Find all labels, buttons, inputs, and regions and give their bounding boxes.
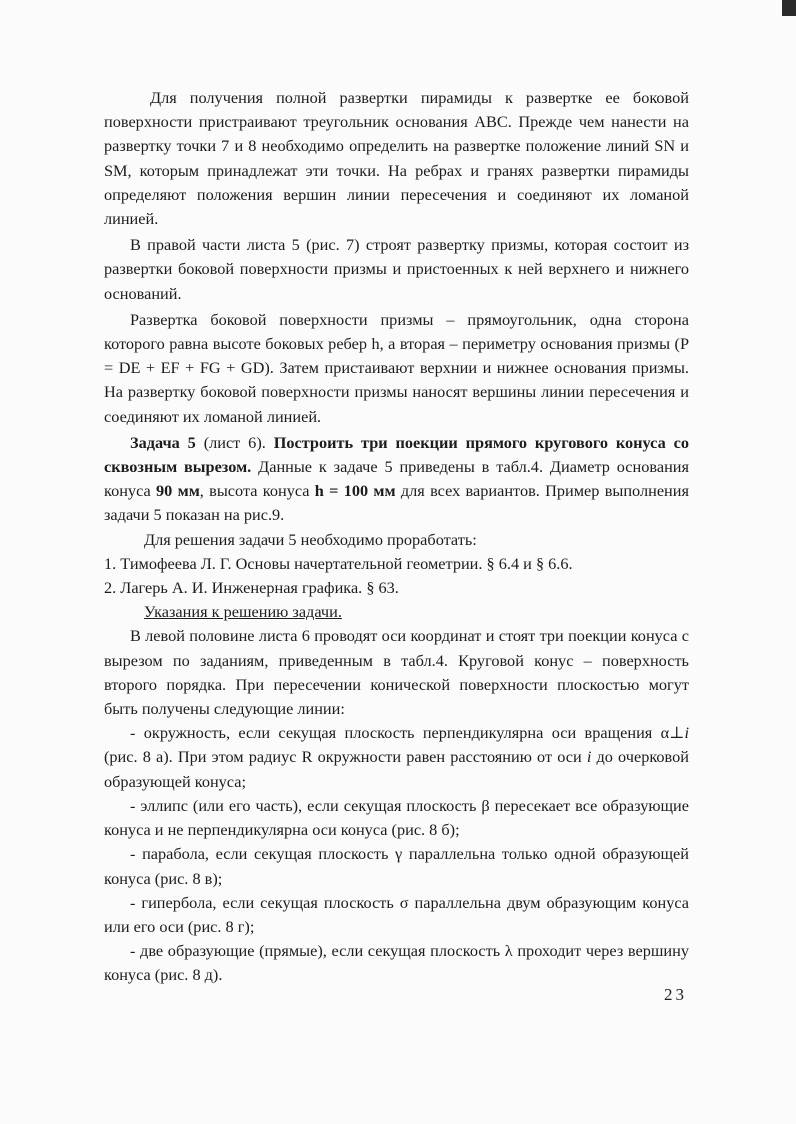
- task-height: h = 100 мм: [314, 481, 396, 501]
- task-text-3: для всех вариантов. Пример выполнения задачи 5 показан на рис.9.: [104, 481, 689, 525]
- paragraph-cone-sections: В левой половине листа 6 проводят оси координат и стоят три поекции конуса с вырезом по заданиям, приведенным в табл.4. Круговой конус – поверхность второго порядка. При пересечении конической поверхности плоскостью могут быть получены следующие линии:: [104, 626, 689, 719]
- task-text-1: Данные к задаче 5 приведены в табл.4. Диаметр основания конуса: [104, 457, 690, 501]
- list-item-circle: - окружность, если секущая плоскость перпендикулярна оси вращения α⊥i (рис. 8 а). При этом радиус R окружности равен расстоянию от оси i до очерковой образующей конуса;: [104, 723, 689, 791]
- paragraph-prism-lateral-surface: Развертка боковой поверхности призмы – прямоугольник, одна сторона которого равна высоте боковых ребер h, а вторая – периметру основания призмы (P = DE + EF + FG + GD). Затем пристаивают верхнии и нижнее основания призмы. На развертку боковой поверхности призмы наносят вершины линии пересечения и соединяют их ломаной линией.: [104, 309, 689, 426]
- scan-edge-mark: [782, 0, 796, 16]
- list-item-hyperbola: - гипербола, если секущая плоскость σ параллельна двум образующим конуса или его оси (рис. 8 г);: [104, 892, 689, 936]
- task-sheet: (лист 6).: [195, 432, 274, 452]
- task-text-2: , высота конуса: [199, 481, 315, 501]
- study-intro: Для решения задачи 5 необходимо проработать:: [144, 529, 477, 549]
- list-item-two-generatrices: - две образующие (прямые), если секущая плоскость λ проходит через вершину конуса (рис. 8 д).: [104, 941, 689, 985]
- paragraph-task-5: [104, 431, 689, 528]
- task-diameter: 90 мм: [156, 481, 200, 501]
- guide-heading: [104, 600, 689, 624]
- task-label: Задача 5: [130, 432, 196, 452]
- paragraph-prism-development: В правой части листа 5 (рис. 7) строят развертку призмы, которая состоит из развертки боковой поверхности призмы и пристоенных к ней верхнего и нижнего оснований.: [104, 235, 689, 303]
- list-item-parabola: - парабола, если секущая плоскость γ параллельна только одной образующей конуса (рис. 8 в);: [104, 844, 689, 888]
- page-text: [104, 86, 689, 988]
- guide-heading-text: Указания к решению задачи.: [144, 602, 342, 622]
- task-heading: Построить три поекции прямого кругового конуса со сквозным вырезом.: [104, 432, 689, 477]
- list-item-ellipse: - эллипс (или его часть), если секущая плоскость β пересекает все образующие конуса и не перпендикулярна оси конуса (рис. 8 б);: [104, 795, 689, 840]
- reference-2: 2. Лагерь А. И. Инженерная графика. § 63.: [104, 578, 399, 598]
- reference-1: 1. Тимофеева Л. Г. Основы начертательной геометрии. § 6.4 и § 6.6.: [104, 553, 573, 573]
- page-number: 23: [664, 985, 687, 1004]
- paragraph-pyramid-development: Для получения полной развертки пирамиды к развертке ее боковой поверхности пристраивают треугольник основания АВС. Прежде чем нанести на развертку точки 7 и 8 необходимо определить на развертке положение линий SN и SM, которым принадлежат эти точки. На ребрах и гранях развертки пирамиды определяют положения вершин линии пересечения и соединяют их ломаной линией.: [104, 88, 689, 229]
